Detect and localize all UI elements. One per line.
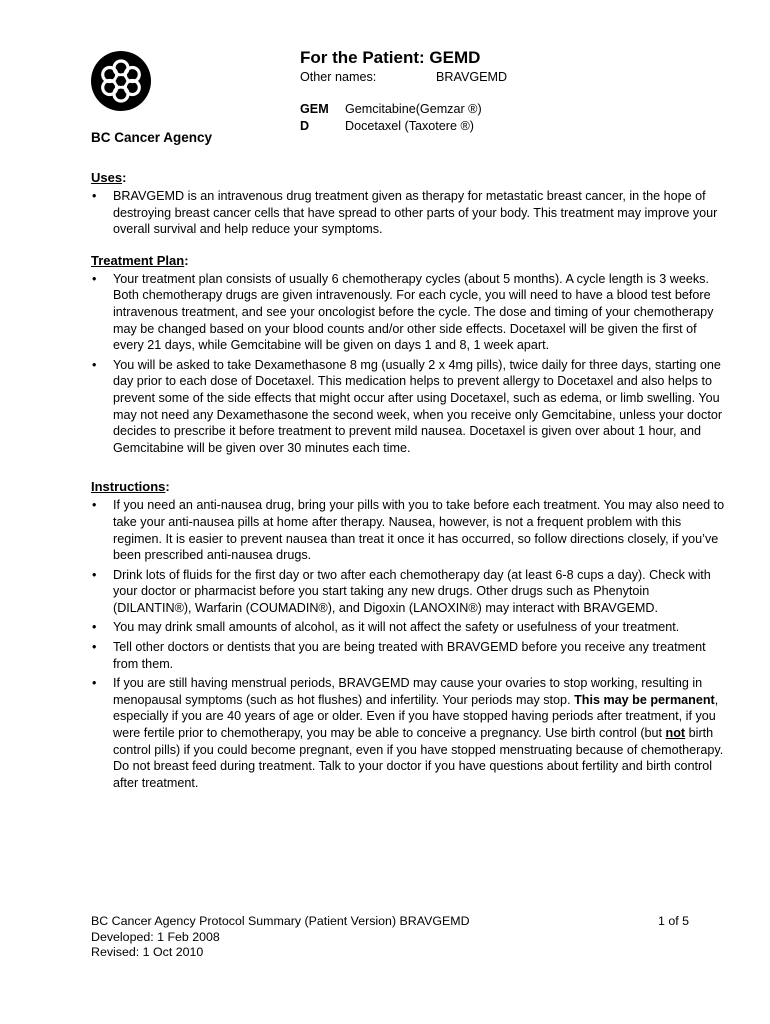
page-number: 1 of 5 [657, 914, 689, 928]
list-item: • Drink lots of fluids for the first day or two after each chemotherapy day (at least 6-8 cups a day). Check with your doctor or pharmacist before you start taking any new drugs. Other drugs such as Phenytoin (DILANTIN®), Warfarin (COUMADIN®), and Digoxin (LANOXIN®) may interact with BRAVGEMD. [91, 567, 729, 617]
footer-protocol: BC Cancer Agency Protocol Summary (Patient Version) BRAVGEMD [91, 914, 470, 928]
bc-cancer-agency-logo [90, 50, 152, 112]
instructions-list [91, 497, 729, 791]
footer-developed: Developed: 1 Feb 2008 [91, 929, 220, 944]
emphasis-text: This may be permanent [574, 692, 715, 707]
other-names-value: BRAVGEMD [436, 70, 508, 84]
drug-code: GEM [300, 102, 329, 116]
treatment-plan-heading: Treatment Plan: [91, 252, 189, 268]
list-item: • Your treatment plan consists of usually 6 chemotherapy cycles (about 5 months). A cycle length is 3 weeks. Both chemotherapy drugs are given intravenously. For each cycle, you will need to have a blood test before intravenous treatment, and see your oncologist before the cycle. The dose and timing of your chemotherapy may be changed based on your blood counts and/or other side effects. Docetaxel will be given the first of every 21 days, while Gemcitabine will be given on days 1 and 8, 1 week apart. [91, 271, 729, 354]
drug-name: Gemcitabine(Gemzar ®) [345, 102, 482, 116]
emphasis-not: not [665, 726, 686, 741]
footer-revised: Revised: 1 Oct 2010 [91, 945, 204, 959]
uses-list [91, 188, 729, 238]
agency-name: BC Cancer Agency [91, 130, 213, 145]
list-item: • You may drink small amounts of alcohol, as it will not affect the safety or usefulness of your treatment. [91, 619, 729, 636]
treatment-plan-list [91, 271, 729, 457]
page-title: For the Patient: GEMD [300, 48, 481, 67]
other-names-label: Other names: [300, 70, 377, 84]
drug-row [300, 101, 482, 118]
document-body [91, 169, 729, 794]
list-item: • You will be asked to take Dexamethasone 8 mg (usually 2 x 4mg pills), twice daily for three days, starting one day prior to each dose of Docetaxel. This medication helps to prevent allergy to Docetaxel and also helps to prevent some of the side effects that might occur after using Docetaxel, such as edema, or limb swelling. You may not need any Dexamethasone the second week, when you receive only Gemcitabine, unless your doctor decides to prescribe it before treatment to prevent mild nausea. Docetaxel is given over about 1 hour, and Gemcitabine will be given over 30 minutes each time. [91, 357, 729, 457]
drug-name: Docetaxel (Taxotere ®) [345, 119, 474, 133]
list-item: • If you need an anti-nausea drug, bring your pills with you to take before each treatment. You may also need to take your anti-nausea pills at home after therapy. Nausea, however, is not a frequent problem with this regimen. It is easier to prevent nausea than treat it once it has occurred, so follow directions closely, if you’ve been prescribed anti-nausea drugs. [91, 497, 729, 563]
uses-heading: Uses: [91, 170, 127, 185]
page-footer [91, 914, 689, 961]
drug-row [300, 118, 474, 135]
drug-code: D [300, 119, 310, 133]
list-item: • If you are still having menstrual periods, BRAVGEMD may cause your ovaries to stop working, resulting in menopausal symptoms (such as hot flushes) and infertility. Your periods may stop. This may be permanent, especially if you are 40 years of age or older. Even if you have stopped having periods after treatment, if you were fertile prior to chemotherapy, you may be able to conceive a pregnancy. Use birth control (but not birth control pills) if you could become pregnant, even if you have stopped menstruating because of chemotherapy. Do not breast feed during treatment. Talk to your doctor if you have questions about fertility and birth control after treatment. [91, 675, 729, 791]
instructions-heading: Instructions: [91, 479, 170, 495]
list-item: • BRAVGEMD is an intravenous drug treatment given as therapy for metastatic breast cancer, in the hope of destroying breast cancer cells that have spread to other parts of your body. This treatment may improve your overall survival and help reduce your symptoms. [91, 188, 729, 238]
list-item: • Tell other doctors or dentists that you are being treated with BRAVGEMD before you receive any treatment from them. [91, 639, 729, 672]
